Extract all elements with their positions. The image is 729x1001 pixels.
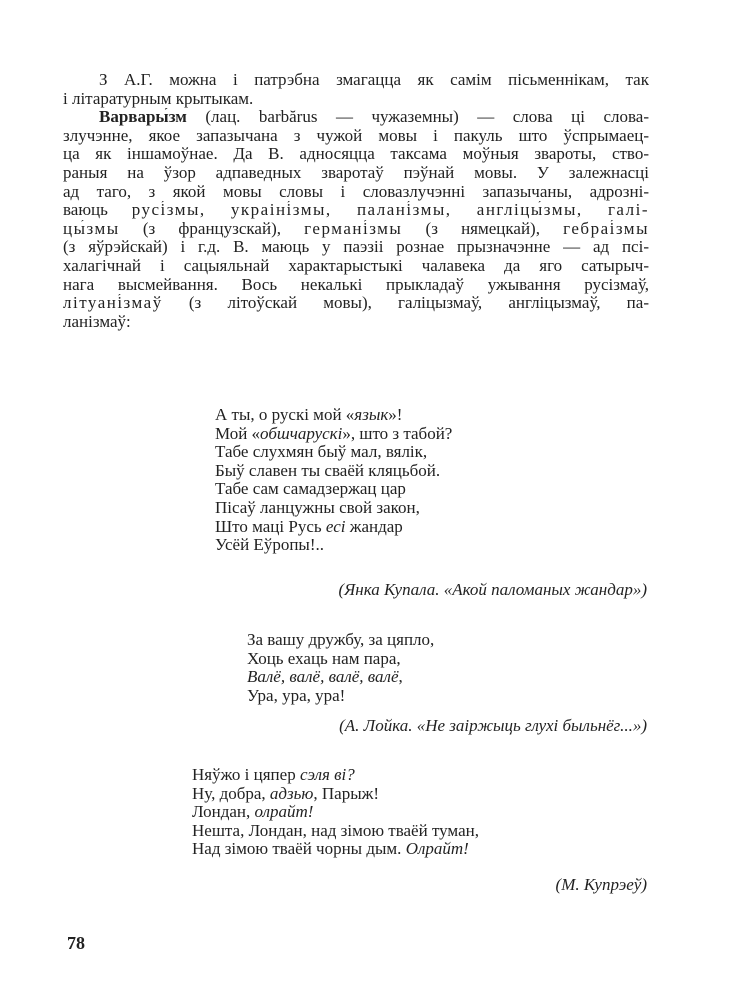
text-segment: Над зімою тваёй чорны дым. xyxy=(192,839,406,859)
poem-line xyxy=(247,650,434,669)
italic-text: Валё, валё, валё, валё xyxy=(247,667,399,687)
poem-quote-kupala xyxy=(215,406,452,555)
text-line xyxy=(63,164,649,183)
text-segment: Хоць ехаць нам пара, xyxy=(247,648,401,668)
poem-line xyxy=(215,425,452,444)
text-segment: ланізмаў: xyxy=(63,311,131,331)
text-segment: (з французскай), xyxy=(119,219,305,238)
text-segment: Табе сам самадзержац цар xyxy=(215,479,406,499)
body-paragraph xyxy=(63,71,649,331)
text-segment: (лац. barbărus — чужаземны) — слова ці слова- xyxy=(186,108,649,127)
text-segment: Што маці Русь xyxy=(215,516,326,536)
text-line xyxy=(63,108,649,127)
text-segment: (з нямецкай), xyxy=(402,219,564,238)
page-number: 78 xyxy=(67,933,85,953)
text-segment: нага высмейвання. Вось некалькі прыкладаў ужывання русізмаў, xyxy=(63,275,649,294)
italic-text: обшчарускі xyxy=(260,423,343,443)
poem-line xyxy=(192,822,479,841)
poem-line xyxy=(215,518,452,537)
text-segment: Мой « xyxy=(215,423,261,443)
text-line xyxy=(63,183,649,202)
text-line xyxy=(63,145,649,164)
text-segment: , xyxy=(398,667,403,687)
italic-text: адзью xyxy=(269,783,314,803)
text-segment: Няўжо і цяпер xyxy=(192,765,300,784)
text-line xyxy=(63,238,649,257)
text-segment: Быў славен ты сваёй кляцьбой. xyxy=(215,460,441,480)
italic-text: язык xyxy=(354,405,389,424)
text-segment: халагічнай і сацыяльнай характарыстыкі чалавека да яго сатырыч- xyxy=(63,256,649,275)
italic-text: сэля ві? xyxy=(299,765,355,784)
poem-line xyxy=(247,631,434,650)
poem-line xyxy=(247,668,434,687)
text-segment: русі́змы, украіні́змы, палані́змы, англіцы́змы, галі- xyxy=(131,201,649,220)
poem-quote-kupreeu xyxy=(192,766,479,859)
text-segment: літуані́змаў xyxy=(63,294,163,313)
text-segment: Пісаў ланцужны свой закон, xyxy=(215,497,420,517)
text-segment: Ура, ура, ура! xyxy=(247,685,346,705)
text-segment: раныя на ўзор адпаведных зваротаў пэўнай мовы. У залежнасці xyxy=(63,163,649,182)
text-segment: і літаратурным крытыкам. xyxy=(63,88,254,108)
text-segment: (з літоўскай мовы), галіцызмаў, англіцызмаў, па- xyxy=(162,294,649,313)
poem-line xyxy=(215,406,452,425)
text-segment: З А.Г. можна і патрэбна змагацца як самім пісьменнікам, так xyxy=(99,71,649,89)
poem-line xyxy=(215,480,452,499)
text-line xyxy=(63,220,649,239)
text-segment: За вашу дружбу, за цяпло, xyxy=(247,630,435,649)
text-segment: германі́змы xyxy=(304,219,403,238)
text-line xyxy=(63,201,649,220)
text-segment: (з яўрэйскай) і г.д. В. маюць у паэзіі рознае прызначэнне — ад псі- xyxy=(63,238,649,257)
text-segment: жандар xyxy=(345,516,403,536)
text-line xyxy=(63,127,649,146)
text-segment: , Парыж! xyxy=(313,783,380,803)
text-segment: злучэнне, якое запазычана з чужой мовы і пакуль што ўспрымаец- xyxy=(63,126,649,145)
text-line xyxy=(63,294,649,313)
poem-line xyxy=(192,766,479,785)
text-line xyxy=(63,276,649,295)
poem-attribution: (М. Купрэеў) xyxy=(555,875,647,894)
text-segment: Усёй Еўропы!.. xyxy=(215,535,324,555)
text-segment: Ну, добра, xyxy=(192,783,270,803)
term-heading: Варвары́зм xyxy=(99,108,187,127)
poem-line xyxy=(247,687,434,706)
poem-line xyxy=(215,462,452,481)
text-line xyxy=(63,257,649,276)
text-segment: Нешта, Лондан, над зімою тваёй туман, xyxy=(192,820,479,840)
poem-attribution: (Янка Купала. «Акой паломаных жандар») xyxy=(338,580,647,599)
text-segment: гебраі́змы xyxy=(563,219,649,238)
text-segment: Табе слухмян быў мал, вялік, xyxy=(215,442,428,462)
italic-text: олрайт! xyxy=(254,802,314,822)
text-segment: ваюць xyxy=(63,201,132,220)
text-segment: »! xyxy=(388,405,403,424)
poem-line xyxy=(215,443,452,462)
poem-line xyxy=(215,499,452,518)
italic-text: есі xyxy=(325,516,346,536)
poem-line xyxy=(215,536,452,555)
poem-line xyxy=(192,840,479,859)
poem-line xyxy=(192,803,479,822)
poem-line xyxy=(192,785,479,804)
text-segment: Лондан, xyxy=(192,802,255,822)
text-line xyxy=(63,71,649,90)
text-segment: », што з табой? xyxy=(342,423,453,443)
text-segment: ад таго, з якой мовы словы і словазлучэнні запазычаны, адрозні- xyxy=(63,182,649,201)
text-line xyxy=(63,90,649,109)
italic-text: Олрайт! xyxy=(405,839,469,859)
text-line xyxy=(63,313,649,332)
text-segment: ца як іншамоўнае. Да В. адносяцца таксама моўныя звароты, ство- xyxy=(63,145,649,164)
poem-quote-loika xyxy=(247,631,434,705)
text-segment: А ты, о рускі мой « xyxy=(215,405,355,424)
poem-attribution: (А. Лойка. «Не заіржыць глухі быльнёг...») xyxy=(339,716,647,735)
text-segment: цы́змы xyxy=(63,219,120,238)
